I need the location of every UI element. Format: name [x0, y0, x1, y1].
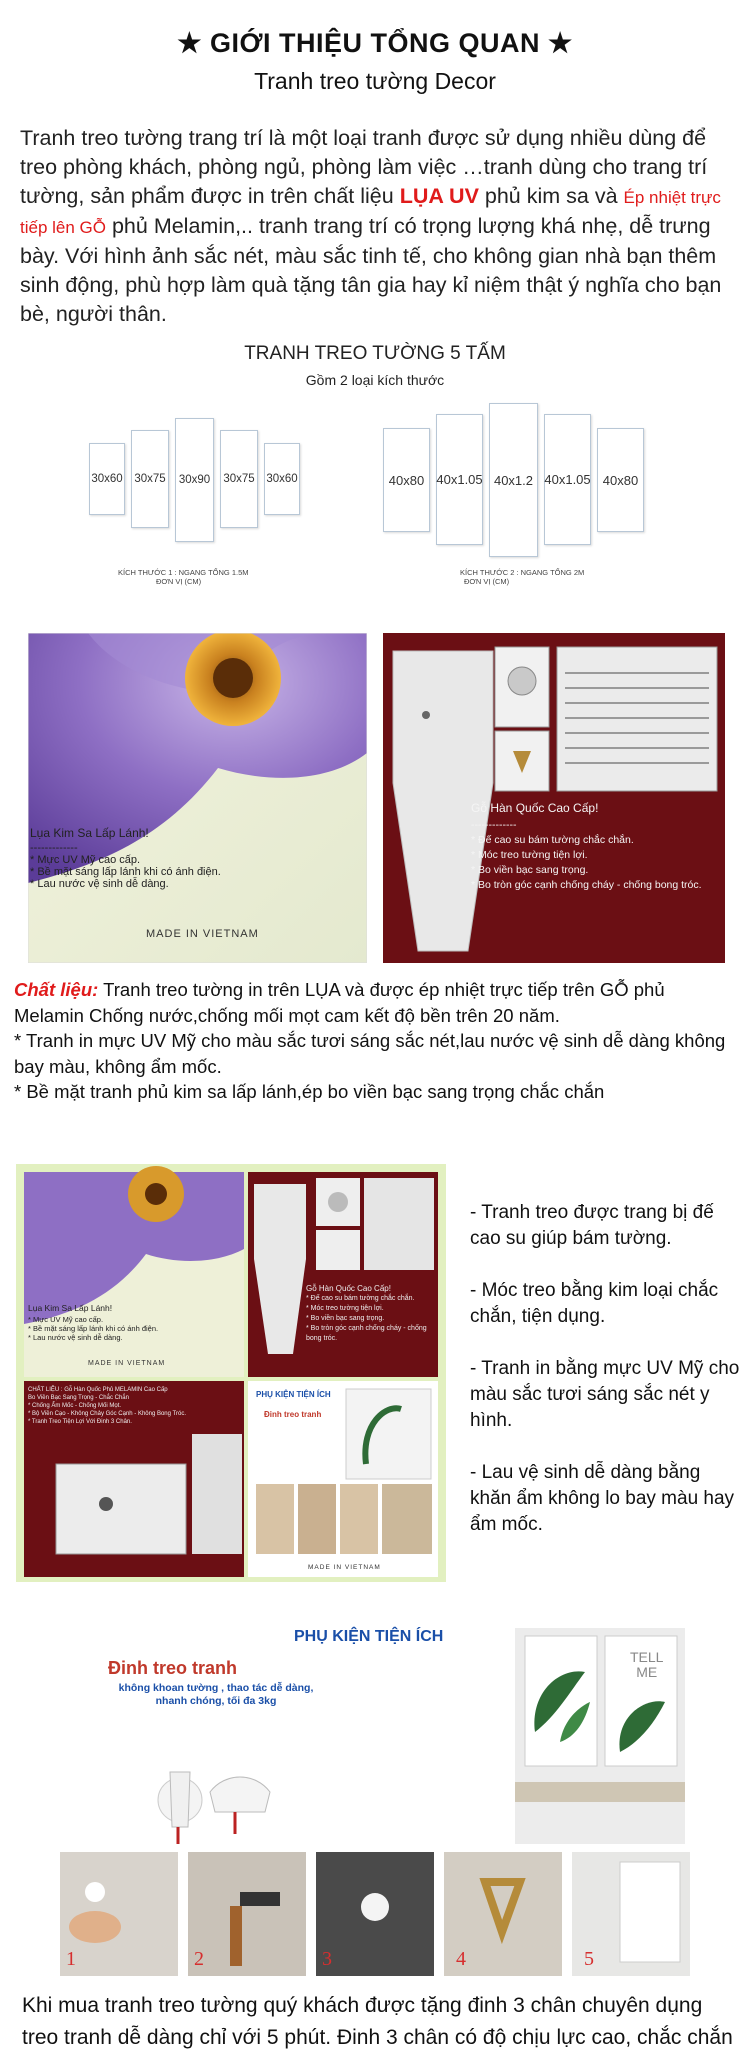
made-in-vietnam: MADE IN VIETNAM — [146, 928, 259, 940]
collage-wood-line: * Bo viền bạc sang trọng. — [306, 1315, 385, 1322]
intro-highlight-lua-uv: LỤA UV — [399, 184, 479, 208]
nail-title: Đinh treo tranh — [108, 1658, 237, 1678]
size-panel — [489, 403, 538, 557]
step-number: 1 — [66, 1948, 76, 1970]
collage-material-line: * Chống Ẩm Mốc - Chống Mối Mọt. — [28, 1403, 122, 1409]
feature-item: - Tranh treo được trang bị đế cao su giúp bám tường. — [470, 1202, 714, 1249]
nail-description — [106, 1682, 326, 1708]
collage-made-in-1: MADE IN VIETNAM — [88, 1360, 166, 1367]
poster-text-line: ME — [636, 1664, 658, 1680]
silk-caption-line: * Mực UV Mỹ cao cấp. — [30, 854, 141, 866]
wood-caption-line: * Đế cao su bám tường chắc chắn. — [471, 834, 634, 846]
set2-caption — [460, 568, 650, 586]
size-panel — [89, 443, 125, 515]
step-number: 4 — [456, 1948, 466, 1970]
set1-caption — [118, 568, 308, 586]
set2-caption-line1: KÍCH THƯỚC 2 : NGANG TỔNG 2M — [460, 568, 585, 577]
collage-wood-line: * Đế cao su bám tường chắc chắn. — [306, 1295, 415, 1302]
wood-caption-line: * Bo tròn góc cạnh chống cháy - chống bong tróc. — [471, 879, 702, 891]
material-line-1 — [14, 977, 739, 1028]
size-panel-label: 30x75 — [134, 473, 166, 485]
silk-caption-heading: Lụa Kim Sa Lấp Lánh! — [30, 826, 149, 840]
sizes-subtitle: Gồm 2 loại kích thước — [305, 372, 445, 388]
silk-caption-divider: ------------- — [30, 842, 78, 854]
collage-wood-line: * Móc treo tường tiện lợi. — [306, 1305, 384, 1312]
intro-text-1: Tranh treo tường trang trí là một loại tranh được sử dụng nhiều dùng để treo phòng khách, phòng ngủ, phòng làm việc …tranh dùng cho trang trí tường, sản phẩm được in trên chất liệu — [20, 126, 708, 208]
wood-caption — [471, 801, 721, 893]
silk-caption-line: * Bề mặt sáng lấp lánh khi có ánh điện. — [30, 866, 221, 878]
wood-caption-divider: ------------- — [471, 819, 517, 831]
material-text-3: * Bề mặt tranh phủ kim sa lấp lánh,ép bo viền bạc sang trọng chắc chắn — [14, 1081, 605, 1102]
size-panel-label: 40x1.05 — [436, 472, 483, 487]
size-panel-label: 40x80 — [602, 472, 639, 488]
step-number: 5 — [584, 1948, 594, 1970]
collage-silk-line: * Lau nước vệ sinh dễ dàng. — [28, 1333, 123, 1342]
collage-silk-heading: Lụa Kim Sa Lấp Lánh! — [28, 1303, 113, 1313]
accessory-image — [60, 1622, 690, 1852]
silk-caption-line: * Lau nước vệ sinh dễ dàng. — [30, 878, 169, 890]
product-collage — [16, 1164, 446, 1582]
sizes-title: TRANH TREO TƯỜNG 5 TẤM — [244, 343, 506, 364]
size-panel — [436, 414, 483, 545]
feature-item: - Lau vệ sinh dễ dàng bằng khăn ẩm không lo bay màu hay ẩm mốc. — [470, 1462, 735, 1535]
size-panel — [175, 418, 214, 542]
intro-text-2: phủ kim sa và — [478, 184, 624, 208]
size-panel — [597, 428, 644, 532]
size-panel — [383, 428, 430, 532]
step-number: 2 — [194, 1948, 204, 1970]
collage-nail-title: Đinh treo tranh — [264, 1410, 322, 1419]
nail-description-line: nhanh chóng, tối đa 3kg — [155, 1695, 277, 1707]
size-panel — [264, 443, 300, 515]
collage-made-in-2: MADE IN VIETNAM — [308, 1564, 381, 1571]
collage-material-line: * Bộ Viền Cạo - Không Chảy Góc Cạnh - Không Bong Tróc. — [28, 1411, 186, 1417]
set2-caption-line2: ĐƠN VỊ (CM) — [464, 577, 510, 586]
size-panel-label: 40x1.05 — [544, 472, 591, 487]
feature-item: - Móc treo bằng kim loại chắc chắn, tiện dụng. — [470, 1280, 719, 1327]
page-title: ★ GIỚI THIỆU TỔNG QUAN ★ — [177, 28, 573, 58]
wood-caption-line: * Bo viền bạc sang trọng. — [471, 864, 589, 876]
wood-panel-image — [383, 633, 725, 963]
silk-art-image — [28, 633, 367, 963]
product-photo-silk — [28, 633, 367, 963]
nail-description-line: không khoan tường , thao tác dễ dàng, — [118, 1682, 314, 1694]
size-panel — [220, 430, 258, 528]
collage-material-line: Bo Viền Bạc Sang Trọng - Chắc Chắn — [28, 1395, 129, 1401]
poster-text-line: TELL — [630, 1649, 664, 1665]
size-panel-label: 30x75 — [223, 473, 255, 485]
feature-item: - Tranh in bằng mực UV Mỹ cho màu sắc tươi sáng sắc nét y hình. — [470, 1358, 740, 1431]
accessory-title: PHỤ KIỆN TIỆN ÍCH — [294, 1628, 444, 1645]
size-panel-label: 30x60 — [91, 473, 123, 485]
material-label: Chất liệu: — [14, 979, 99, 1000]
material-section — [14, 977, 739, 1105]
feature-list — [470, 1200, 740, 1564]
collage-material-line: * Tranh Treo Tiện Lợi Với Đinh 3 Chân. — [28, 1419, 132, 1425]
footer-line: Khi mua tranh treo tường quý khách được tặng đinh 3 chân chuyên dụng — [22, 1994, 703, 2017]
installation-steps — [60, 1852, 690, 1976]
material-text-2: * Tranh in mực UV Mỹ cho màu sắc tươi sáng sắc nét,lau nước vệ sinh dễ dàng không bay màu, không ẩm mốc. — [14, 1030, 726, 1077]
collage-material-line: CHẤT LIỆU : Gỗ Hàn Quốc Phủ MELAMIN Cao Cấp — [28, 1387, 168, 1393]
material-text-1: Tranh treo tường in trên LỤA và được ép nhiệt trực tiếp trên GỖ phủ Melamin Chống nước,chống mối mọt cam kết độ bền trên 20 năm. — [14, 979, 665, 1026]
size-panel-label: 30x60 — [266, 473, 298, 485]
footer-text — [22, 1990, 742, 2054]
collage-silk-line: * Mực UV Mỹ cao cấp. — [28, 1315, 104, 1324]
size-panel — [131, 430, 169, 528]
collage-wood-heading: Gỗ Hàn Quốc Cao Cấp! — [306, 1284, 391, 1293]
collage-accessory-title: PHỤ KIỆN TIỆN ÍCH — [256, 1390, 331, 1399]
intro-paragraph — [20, 124, 735, 329]
size-panel-label: 30x90 — [178, 474, 211, 486]
steps-image — [60, 1852, 690, 1976]
intro-text-3: phủ Melamin,.. tranh trang trí có trọng lượng khá nhẹ, dễ trưng bày. Với hình ảnh sắc nét, màu sắc tinh tế, cho không gian nhà bạn thêm sinh động, phù hợp làm quà tặng tân gia hay kỉ niệm thật ý nghĩa cho bạn bè, người thân. — [20, 214, 722, 326]
product-photo-wood — [383, 633, 725, 963]
collage-wood-caption — [306, 1284, 441, 1344]
page-subtitle: Tranh treo tường Decor — [254, 68, 496, 94]
wood-caption-heading: Gỗ Hàn Quốc Cao Cấp! — [471, 801, 599, 815]
collage-silk-caption — [28, 1304, 188, 1342]
poster-text — [630, 1650, 663, 1680]
collage-wood-line: * Bo tròn góc cạnh chống cháy - chống bong tróc. — [306, 1325, 427, 1342]
intro-highlight-ep-nhiet: Ép nhiệt trực tiếp lên GỖ — [20, 188, 721, 237]
collage-material-caption — [28, 1386, 193, 1426]
set1-caption-line2: ĐƠN VỊ (CM) — [156, 577, 202, 586]
footer-line: treo tranh dễ dàng chỉ với 5 phút. Đinh 3 chân có độ chịu lực cao, chắc chắn — [22, 2026, 733, 2049]
silk-caption — [30, 827, 230, 890]
step-number: 3 — [322, 1948, 332, 1970]
accessory-banner — [60, 1622, 690, 1852]
size-panel-label: 40x80 — [388, 472, 425, 488]
collage-silk-line: * Bề mặt sáng lấp lánh khi có ánh điện. — [28, 1324, 159, 1333]
collage-image — [16, 1164, 446, 1582]
size-panel-label: 40x1.2 — [493, 472, 534, 488]
size-panel — [544, 414, 591, 545]
set1-caption-line1: KÍCH THƯỚC 1 : NGANG TỔNG 1.5M — [118, 568, 249, 577]
wood-caption-line: * Móc treo tường tiện lợi. — [471, 849, 588, 861]
